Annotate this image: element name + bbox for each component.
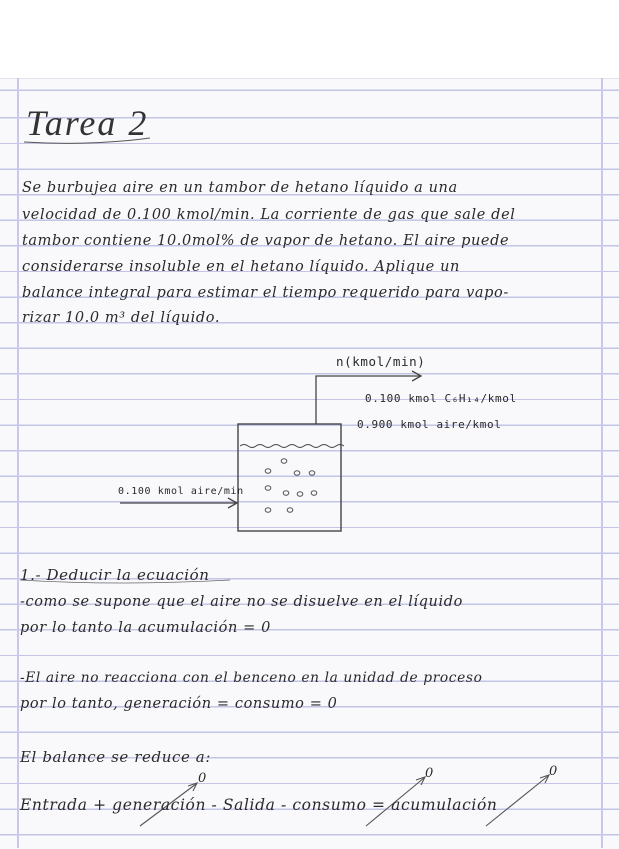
liquid-surface (240, 445, 344, 448)
section-line-2: por lo tanto la acumulación = 0 (20, 620, 271, 636)
problem-line-5: balance integral para estimar el tiempo requerido para vapo- (22, 285, 509, 301)
title-underline (24, 138, 150, 143)
section-line-4: por lo tanto, generación = consumo = 0 (20, 696, 338, 712)
outlet-flow-label: n(kmol/min) (336, 354, 426, 369)
bubbles (265, 459, 317, 513)
page-title: Tarea 2 (26, 103, 149, 143)
zero-mark-generation: 0 (198, 771, 207, 786)
problem-line-1: Se burbujea aire en un tambor de hetano líquido a una (22, 180, 458, 196)
drum-outline (238, 424, 341, 531)
section-line-3: -El aire no reacciona con el benceno en la unidad de proceso (20, 670, 483, 686)
section-heading: 1.- Deducir la ecuación (20, 566, 210, 584)
section-line-5: El balance se reduce a: (20, 748, 212, 766)
problem-line-6: rizar 10.0 m³ del líquido. (22, 310, 221, 326)
problem-line-3: tambor contiene 10.0mol% de vapor de hetano. El aire puede (22, 233, 510, 249)
inlet-flow-label: 0.100 kmol aire/min (118, 486, 244, 497)
outlet-composition-hexane: 0.100 kmol C₆H₁₄/kmol (365, 392, 517, 405)
outlet-composition-air: 0.900 kmol aire/kmol (357, 418, 502, 431)
problem-line-2: velocidad de 0.100 kmol/min. La corriente de gas que sale del (22, 207, 516, 223)
balance-equation: Entrada + generación - Salida - consumo = acumulación (20, 796, 498, 814)
problem-line-4: considerarse insoluble en el hetano líquido. Aplique un (22, 259, 460, 275)
zero-mark-consumption: 0 (425, 766, 434, 781)
zero-mark-accumulation: 0 (549, 764, 558, 779)
section-line-1: -como se supone que el aire no se disuelve en el líquido (20, 594, 463, 610)
